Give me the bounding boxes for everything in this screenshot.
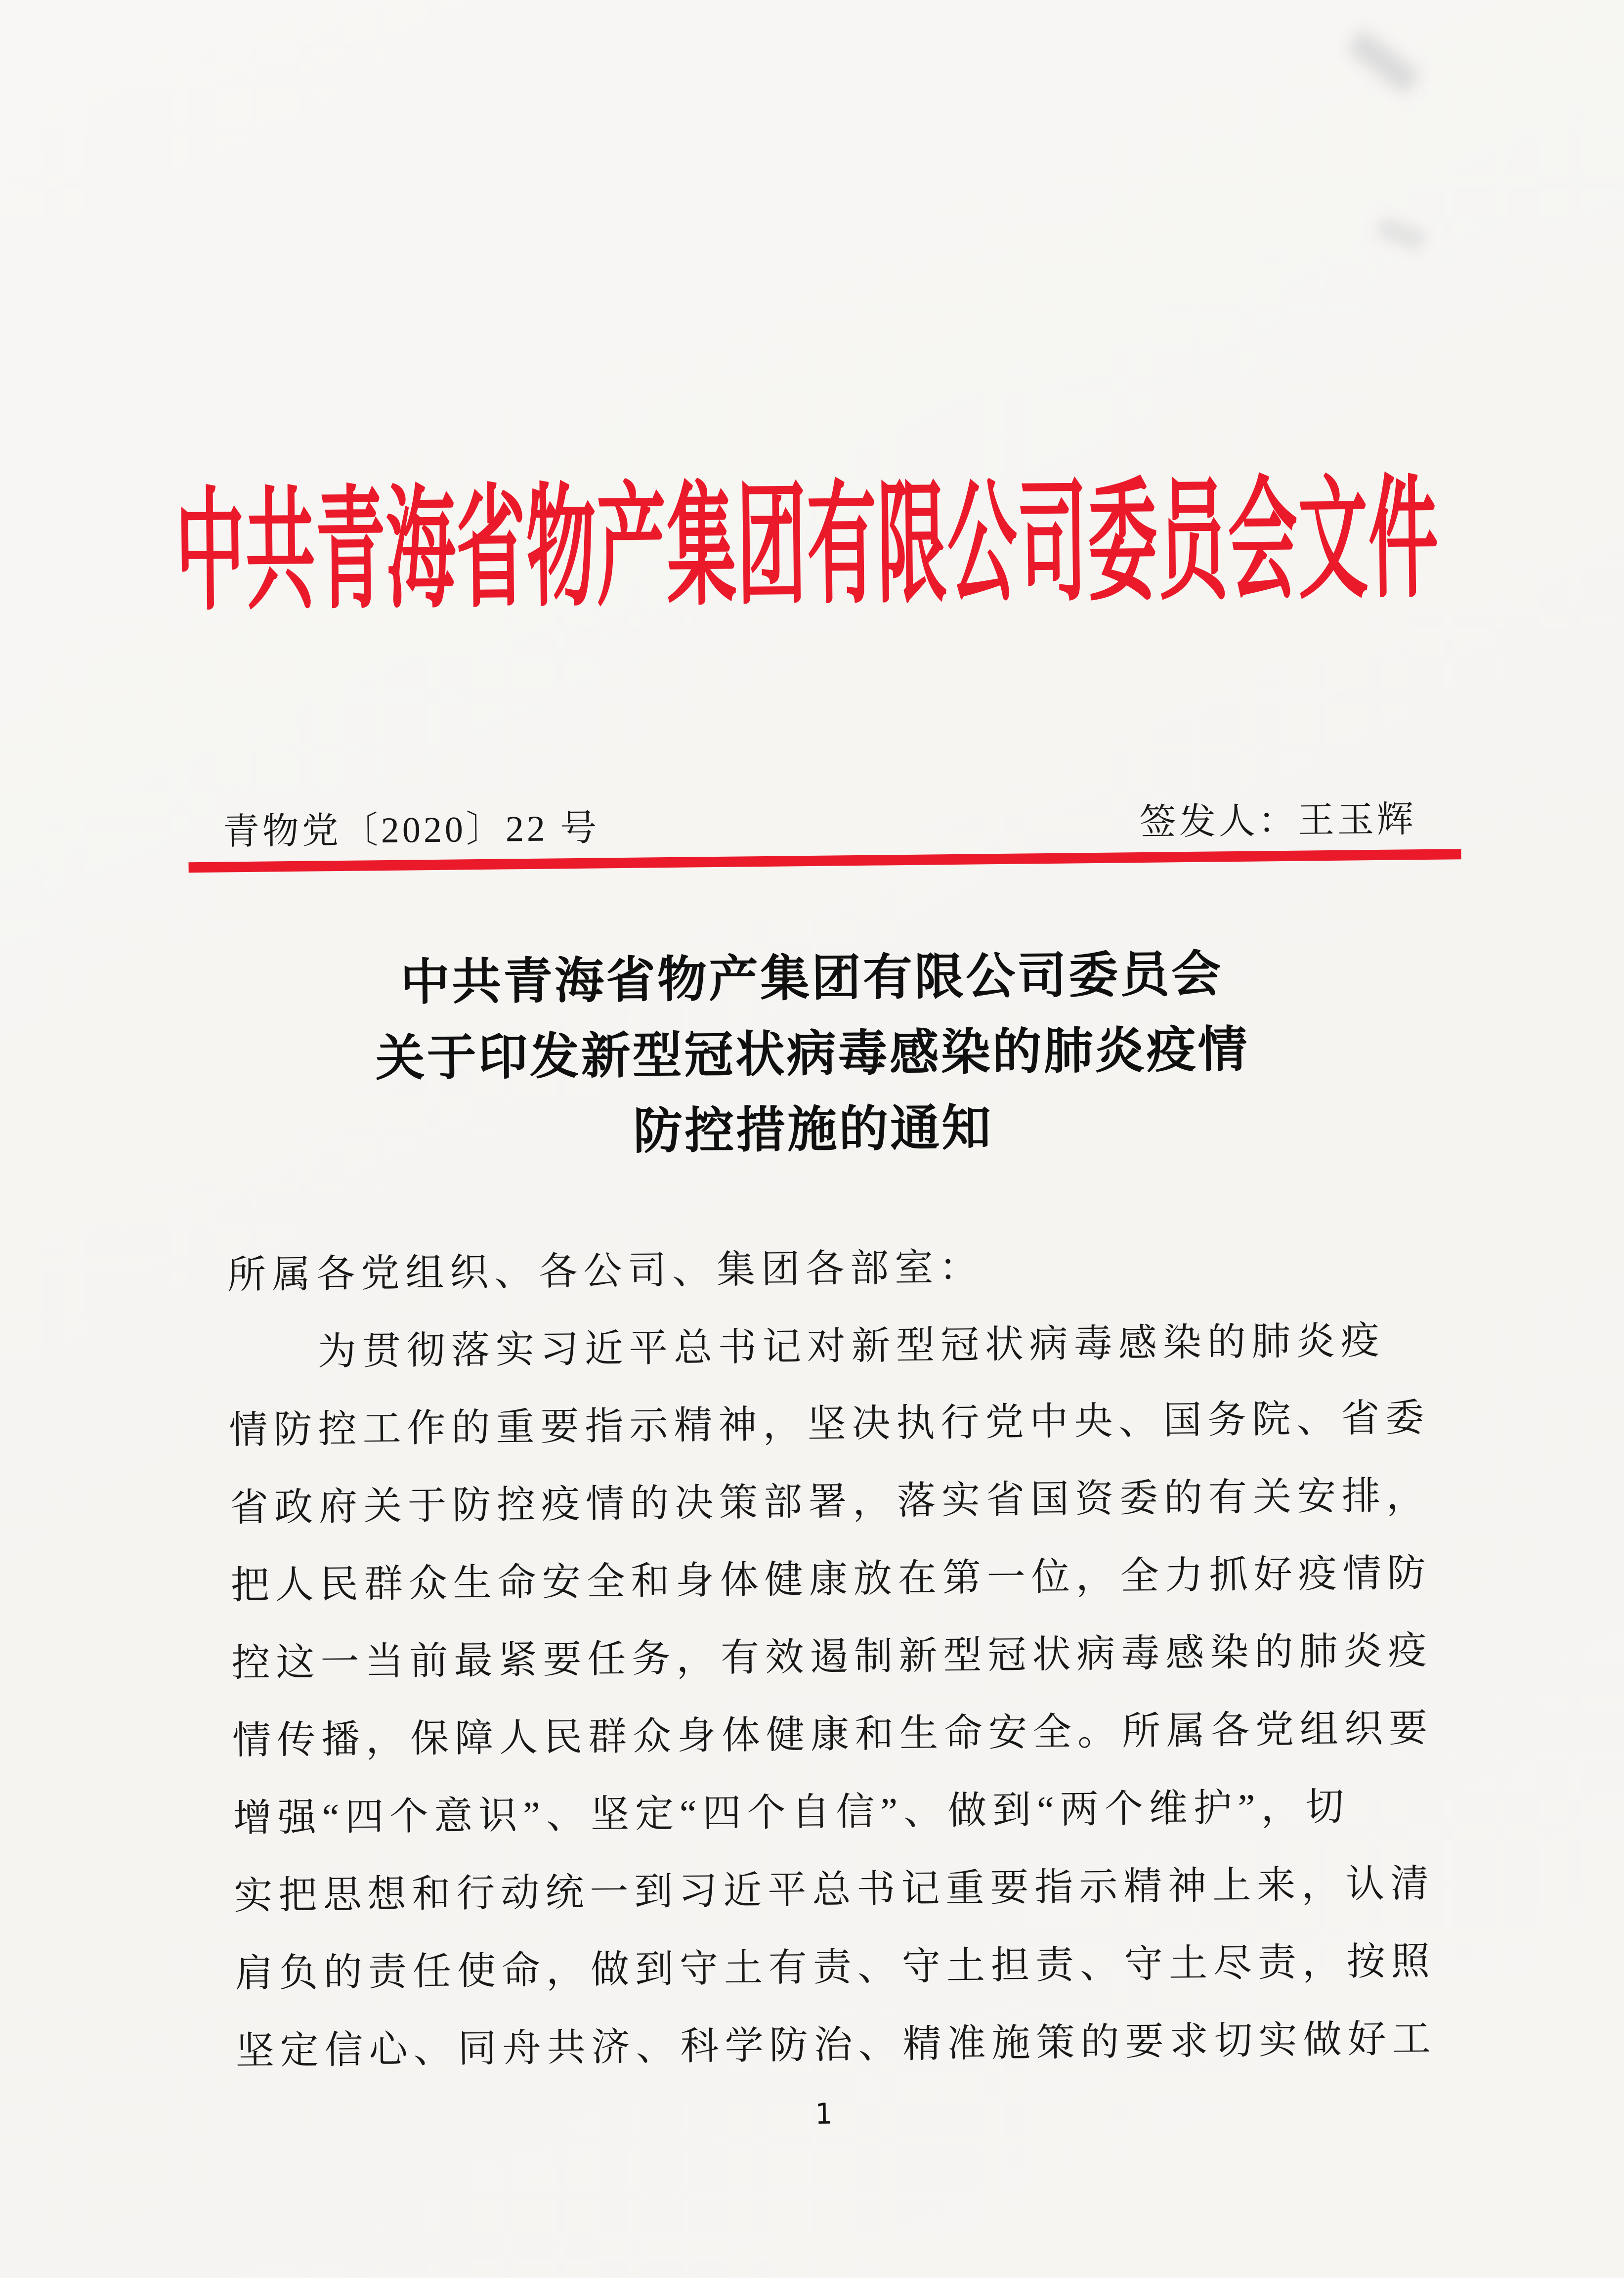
body-line: 情防控工作的重要指示精神，坚决执行党中央、国务院、省委: [229, 1396, 1430, 1452]
document-title-line: 关于印发新型冠状病毒感染的肺炎疫情: [375, 1021, 1250, 1087]
document-meta-row: [222, 798, 1416, 853]
red-separator-rule: [188, 849, 1461, 873]
body-line: 坚定信心、同舟共济、科学防治、精准施策的要求切实做好工: [235, 2016, 1437, 2073]
body-line: 控这一当前最紧要任务，有效遏制新型冠状病毒感染的肺炎疫: [231, 1628, 1433, 1685]
document-title-line: 中共青海省物产集团有限公司委员会: [400, 946, 1223, 1010]
body-line: 把人民群众生命安全和身体健康放在第一位，全力抓好疫情防: [230, 1551, 1432, 1607]
signer-label: 签发人：: [1139, 800, 1298, 843]
body-line: 肩负的责任使命，做到守土有责、守土担责、守土尽责，按照: [234, 1939, 1436, 1995]
signer: [1139, 798, 1416, 844]
document-number: 青物党〔2020〕22 号: [222, 808, 600, 853]
scan-artifact: [1376, 217, 1427, 252]
body-line: 为贯彻落实习近平总书记对新型冠状病毒感染的肺炎疫: [317, 1318, 1386, 1373]
body-paragraphs: [227, 1224, 1444, 2090]
red-masthead-title: 中共青海省物产集团有限公司委员会文件: [174, 467, 1440, 627]
document-title-line: 防控措施的通知: [633, 1100, 993, 1159]
body-line: 省政府关于防控疫情的决策部署，落实省国资委的有关安排，: [229, 1473, 1431, 1530]
scan-artifact: [1346, 29, 1421, 95]
salutation-line: 所属各党组织、各公司、集团各部室：: [227, 1245, 984, 1297]
body-line: 增强“四个意识”、坚定“四个自信”、做到“两个维护”，切: [233, 1785, 1350, 1840]
body-line: 实把思想和行动统一到习近平总书记重要指示精神上来，认清: [233, 1861, 1435, 1918]
document-title: [0, 932, 1624, 1176]
signer-name: 王玉辉: [1297, 799, 1417, 841]
page-number: 1: [814, 2097, 832, 2131]
body-line: 情传播，保障人民群众身体健康和生命安全。所属各党组织要: [232, 1706, 1434, 1762]
